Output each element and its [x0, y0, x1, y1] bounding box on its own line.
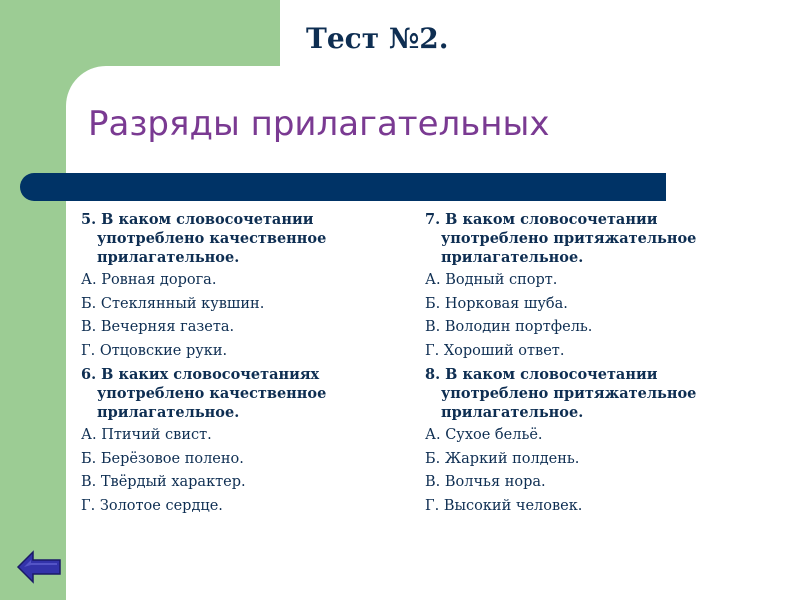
question-6: 6. В каких словосочетаниях употреблено качественное прилагательное.: [81, 366, 327, 421]
question-7-answer-d: Г. Хороший ответ.: [425, 342, 565, 359]
question-5: 5. В каком словосочетании употреблено качественное прилагательное.: [81, 211, 327, 266]
question-5-answer-a: А. Ровная дорога.: [81, 272, 217, 288]
question-7-answer-a: А. Водный спорт.: [425, 272, 558, 288]
title-underline-bar: [20, 173, 666, 201]
question-6-answer-b: Б. Берёзовое полено.: [81, 450, 244, 467]
question-5-answer-c: В. Вечерняя газета.: [81, 319, 235, 335]
question-8-answer-a: А. Сухое бельё.: [425, 427, 543, 443]
question-5-answer-d: Г. Отцовские руки.: [81, 342, 228, 359]
question-8: 8. В каком словосочетании употреблено притяжательное прилагательное.: [425, 366, 697, 421]
question-7-answer-c: В. Володин портфель.: [425, 319, 593, 335]
question-8-answer-c: В. Волчья нора.: [425, 474, 546, 490]
question-6-answer-a: А. Птичий свист.: [81, 427, 212, 443]
left-question-column: [81, 210, 411, 520]
green-side-strip: [0, 0, 66, 600]
question-8-answer-d: Г. Высокий человек.: [425, 497, 583, 514]
question-7-answer-b: Б. Норковая шуба.: [425, 295, 568, 312]
question-5-answer-b: Б. Стеклянный кувшин.: [81, 295, 265, 312]
question-6-answer-d: Г. Золотое сердце.: [81, 497, 223, 514]
slide-title: Разряды прилагательных: [88, 104, 550, 144]
back-button[interactable]: [16, 549, 62, 585]
question-6-answer-c: В. Твёрдый характер.: [81, 474, 246, 490]
test-title: Тест №2.: [306, 22, 449, 55]
question-8-answer-b: Б. Жаркий полдень.: [425, 450, 580, 467]
right-question-column: [425, 210, 755, 520]
left-arrow-icon: [16, 549, 62, 585]
question-7: 7. В каком словосочетании употреблено притяжательное прилагательное.: [425, 211, 697, 266]
